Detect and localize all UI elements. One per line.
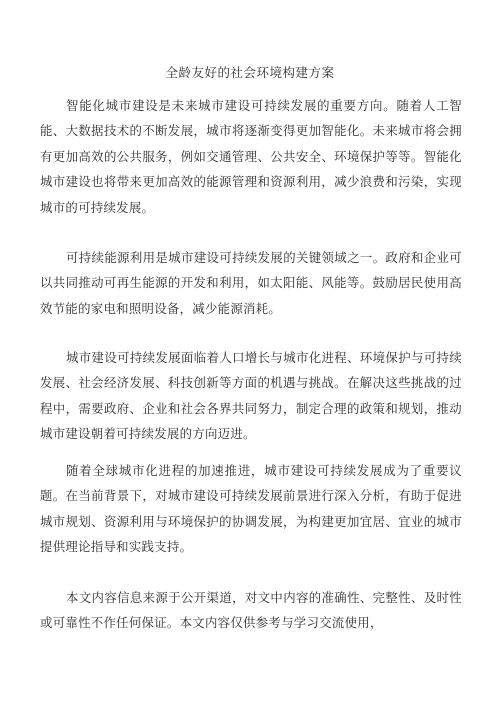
document-title: 全龄友好的社会环境构建方案 xyxy=(165,65,335,80)
paragraph-challenges: 城市建设可持续发展面临着人口增长与城市化进程、环境保护与可持续发展、社会经济发展、科技创新等方面的机遇与挑战。在解决这些挑战的过程中，需要政府、企业和社会各界共同努力，制定合理的政策和规划，推动城市建设朝着可持续发展的方向迈进。 xyxy=(40,350,462,442)
paragraph-sustainable-energy: 可持续能源利用是城市建设可持续发展的关键领域之一。政府和企业可以共同推动可再生能源的开发和利用，如太阳能、风能等。鼓励居民使用高效节能的家电和照明设备，减少能源消耗。 xyxy=(40,250,462,316)
paragraph-disclaimer: 本文内容信息来源于公开渠道，对文中内容的准确性、完整性、及时性或可靠性不作任何保证。本文内容仅供参考与学习交流使用， xyxy=(40,590,462,631)
paragraph-urbanization: 随着全球城市化进程的加速推进，城市建设可持续发展成为了重要议题。在当前背景下，对城市建设可持续发展前景进行深入分析，有助于促进城市规划、资源利用与环境保护的协调发展，为构建更加宜居、宜业的城市提供理论指导和实践支持。 xyxy=(40,463,462,555)
paragraph-smart-city: 智能化城市建设是未来城市建设可持续发展的重要方向。随着人工智能、大数据技术的不断发展，城市将逐渐变得更加智能化。未来城市将会拥有更加高效的公共服务，例如交通管理、公共安全、环境保护等等。智能化城市建设也将带来更加高效的能源管理和资源利用，减少浪费和污染，实现城市的可持续发展。 xyxy=(40,98,462,215)
